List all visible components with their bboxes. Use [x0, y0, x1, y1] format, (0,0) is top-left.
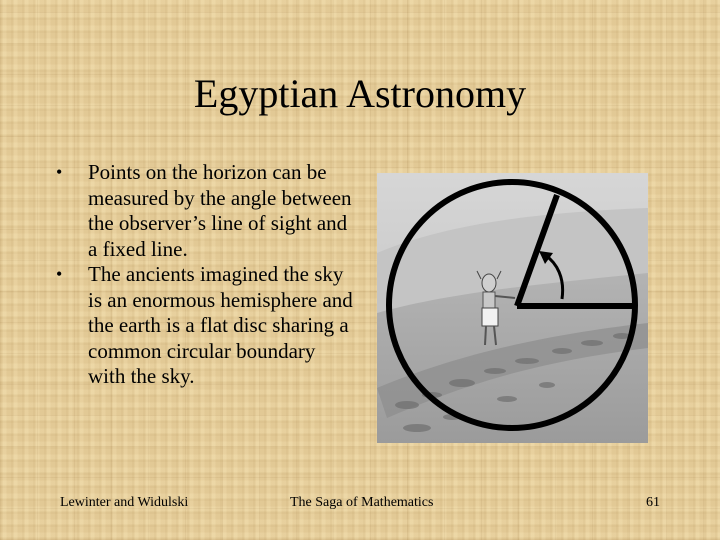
footer-page-number: 61	[646, 495, 660, 510]
bullet-icon: •	[56, 264, 63, 284]
footer-authors: Lewinter and Widulski	[60, 495, 189, 510]
bullet-list	[56, 160, 356, 390]
bullet-item	[56, 262, 356, 390]
observer-angle-diagram-icon	[377, 173, 648, 443]
footer-book-title: The Saga of Mathematics	[290, 495, 434, 510]
bullet-item	[56, 160, 356, 262]
bullet-icon: •	[56, 162, 63, 182]
slide-title: Egyptian Astronomy	[193, 71, 527, 116]
bullet-text: The ancients imagined the sky is an enormous hemisphere and the earth is a flat disc sharing a common circular boundary with the sky.	[88, 262, 353, 388]
desert-horizon-figure	[377, 173, 648, 443]
bullet-text: Points on the horizon can be measured by the angle between the observer’s line of sight and a fixed line.	[88, 160, 352, 261]
